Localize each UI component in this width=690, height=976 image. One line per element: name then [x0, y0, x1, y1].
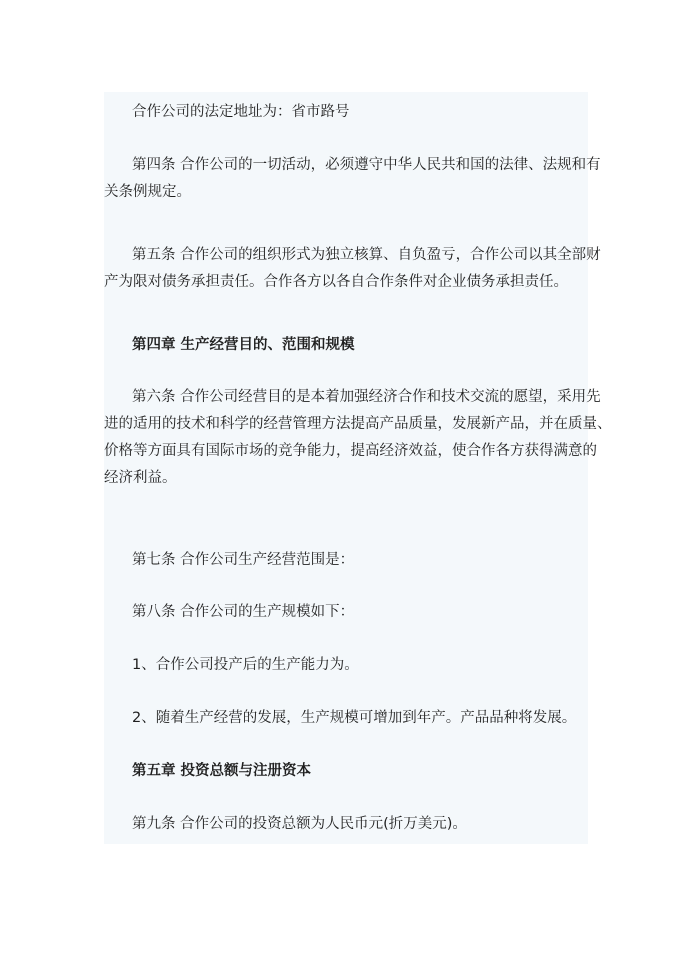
paragraph-item-1 [104, 652, 588, 679]
text-line: 进的适用的技术和科学的经营管理方法提高产品质量，发展新产品，并在质量、 [104, 416, 612, 432]
text-line: 关条例规定。 [104, 184, 191, 200]
text-line: 产为限对债务承担责任。合作各方以各自合作条件对企业债务承担责任。 [104, 274, 568, 290]
paragraph-article-6 [104, 384, 612, 492]
text-line: 第七条 合作公司生产经营范围是： [132, 552, 355, 568]
text-line: 第九条 合作公司的投资总额为人民币元(折万美元)。 [132, 816, 467, 832]
chapter-5-heading [104, 758, 588, 785]
paragraph-article-5 [104, 242, 601, 296]
text-line: 第五章 投资总额与注册资本 [132, 763, 312, 779]
text-line: 合作公司的法定地址为：省市路号 [132, 104, 350, 120]
text-line: 经济利益。 [104, 470, 177, 486]
paragraph-article-9 [104, 811, 588, 838]
text-line: 第四章 生产经营目的、范围和规模 [132, 337, 355, 353]
paragraph-article-7 [104, 547, 588, 574]
text-line: 第六条 合作公司经营目的是本着加强经济合作和技术交流的愿望，采用先 [132, 389, 601, 405]
text-line: 价格等方面具有国际市场的竞争能力，提高经济效益，使合作各方获得满意的 [104, 443, 597, 459]
paragraph-legal-address [104, 99, 588, 126]
text-line: 2、随着生产经营的发展，生产规模可增加到年产。产品品种将发展。 [132, 710, 577, 726]
text-line: 第四条 合作公司的一切活动，必须遵守中华人民共和国的法律、法规和有 [132, 157, 601, 173]
text-line: 第八条 合作公司的生产规模如下： [132, 604, 355, 620]
paragraph-article-8 [104, 599, 588, 626]
text-line: 1、合作公司投产后的生产能力为。 [132, 657, 359, 673]
chapter-4-heading [104, 332, 588, 359]
paragraph-item-2 [104, 705, 588, 732]
document-text-block [104, 92, 612, 844]
text-line: 第五条 合作公司的组织形式为独立核算、自负盈亏，合作公司以其全部财 [132, 247, 601, 263]
paragraph-article-4 [104, 152, 601, 206]
